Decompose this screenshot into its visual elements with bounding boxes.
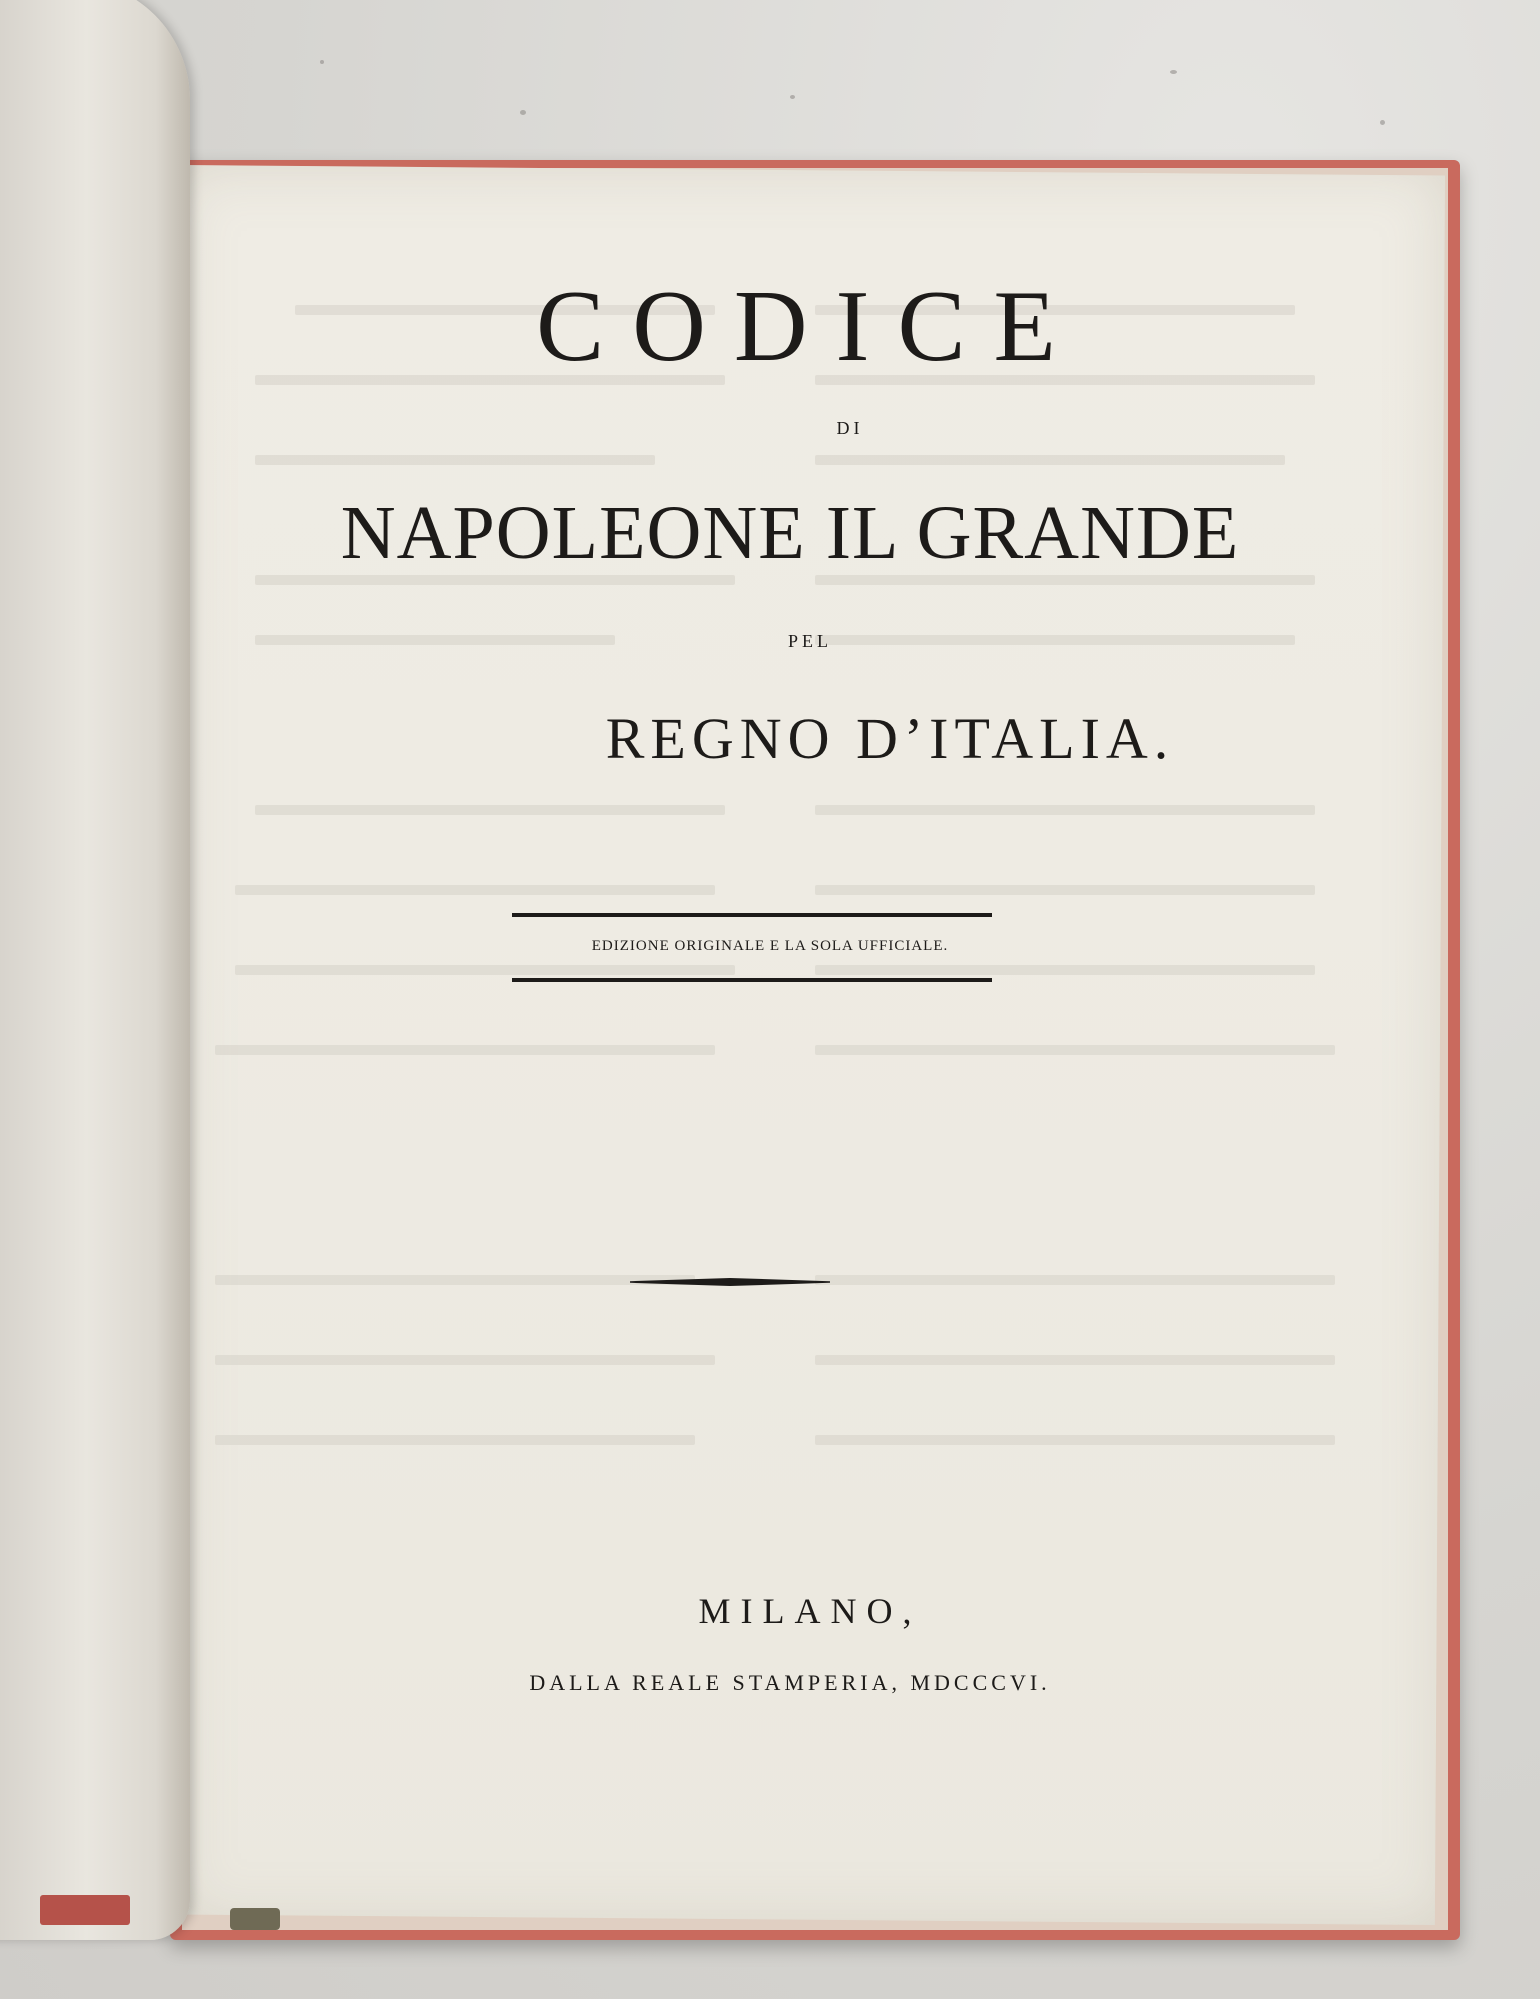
show-through-text [215, 1435, 695, 1445]
spine-tab [230, 1908, 280, 1930]
title-pel: PEL [787, 631, 832, 651]
edition-note: EDIZIONE ORIGINALE E LA SOLA UFFICIALE. [591, 938, 949, 954]
show-through-text [815, 885, 1315, 895]
title-napoleone: NAPOLEONE IL GRANDE [340, 491, 1240, 575]
show-through-text [215, 1355, 715, 1365]
imprint-place: MILANO, [698, 1591, 922, 1631]
rule-bottom [512, 978, 992, 982]
show-through-text [235, 885, 715, 895]
show-through-text [815, 455, 1285, 465]
imprint-publisher: DALLA REALE STAMPERIA, MDCCCVI. [529, 1670, 1051, 1695]
show-through-text [815, 1275, 1335, 1285]
ribbon-marker [40, 1895, 130, 1925]
rule-top [512, 913, 992, 917]
title-di: DI [836, 418, 864, 438]
title-codice: CODICE [536, 270, 1084, 383]
show-through-text [215, 1045, 715, 1055]
show-through-text [215, 1275, 695, 1285]
show-through-text [255, 455, 655, 465]
show-through-text [235, 965, 735, 975]
dust-speck [1380, 120, 1385, 125]
show-through-text [815, 965, 1315, 975]
show-through-text [815, 1045, 1335, 1055]
show-through-text [815, 1355, 1335, 1365]
show-through-text [815, 1435, 1335, 1445]
dust-speck [1170, 70, 1177, 74]
dust-speck [790, 95, 795, 99]
dust-speck [520, 110, 526, 115]
dust-speck [320, 60, 324, 64]
show-through-text [255, 805, 725, 815]
title-regno: REGNO D’ITALIA. [605, 706, 1175, 771]
show-through-text [815, 805, 1315, 815]
